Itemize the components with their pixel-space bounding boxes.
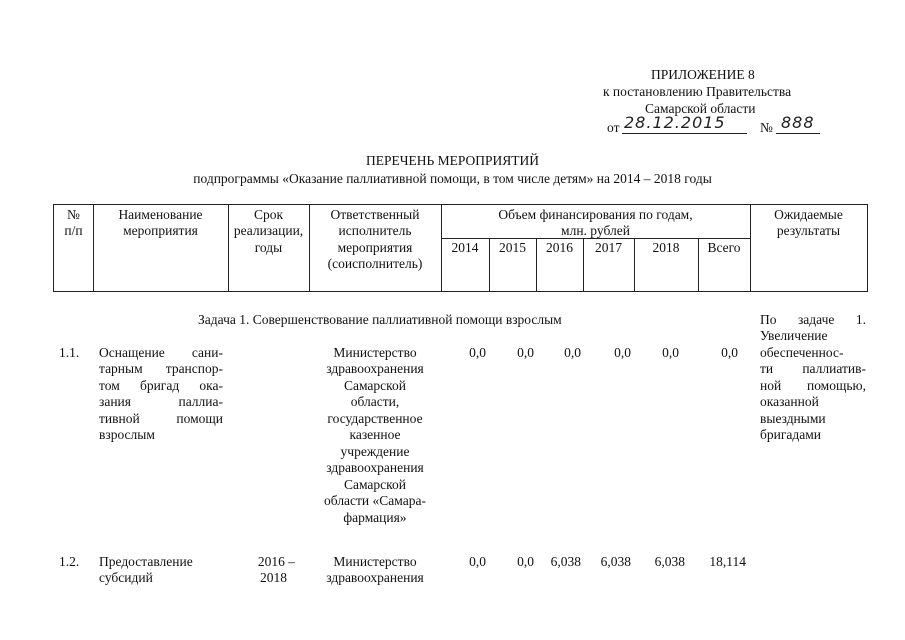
row-number: 1.1. [59, 345, 80, 360]
number-underline [776, 133, 820, 134]
document-subtitle: подпрограммы «Оказание паллиативной помощи, в том числе детям» на 2014 – 2018 годы [193, 171, 712, 186]
header-num-2: п/п [64, 223, 83, 238]
row-value-2015: 0,0 [517, 554, 534, 569]
result-line: Увеличение [760, 328, 828, 343]
row-executor-line: Самарской [343, 477, 407, 492]
row-value-2017: 0,0 [614, 345, 631, 360]
grid-top [53, 204, 868, 205]
row-term-line: 2016 – [257, 554, 295, 569]
header-term-2: реализации, [233, 223, 304, 238]
result-line: обеспеченнос- [760, 345, 844, 360]
header-total: Всего [707, 240, 741, 255]
header-term-3: годы [254, 240, 283, 255]
header-financing-2: млн. рублей [561, 223, 630, 238]
row-executor-line: учреждение [340, 444, 410, 459]
row-executor-line: Самарской [343, 378, 407, 393]
row-name-line: зания паллиа- [99, 394, 223, 409]
date-underline [622, 133, 747, 134]
result-line: ти паллиатив- [760, 361, 866, 376]
row-value-2015: 0,0 [517, 345, 534, 360]
row-name-line: Предоставление [99, 554, 193, 569]
row-executor-line: здравоохранения [326, 570, 424, 585]
header-year-2018: 2018 [652, 240, 680, 255]
row-value-2017: 6,038 [600, 554, 631, 569]
row-term-line: 2018 [260, 570, 287, 585]
row-value-2018: 0,0 [662, 345, 679, 360]
row-value-total: 18,114 [709, 554, 746, 569]
grid-bottom [53, 291, 868, 292]
header-year-2014: 2014 [451, 240, 479, 255]
row-name-line: взрослым [99, 427, 155, 442]
row-executor-line: здравоохранения [326, 460, 424, 475]
header-results-1: Ожидаемые [774, 207, 843, 222]
header-results-2: результаты [776, 223, 841, 238]
row-executor-line: государственное [327, 411, 423, 426]
header-num-1: № [67, 207, 80, 222]
row-value-2016: 6,038 [550, 554, 581, 569]
row-value-total: 0,0 [721, 345, 738, 360]
grid-v-6 [867, 204, 868, 292]
header-name-1: Наименование [118, 207, 203, 222]
result-line: бригадами [760, 427, 822, 442]
row-executor-line: казенное [349, 427, 401, 442]
header-term-1: Срок [253, 207, 284, 222]
row-executor-line: здравоохранения [326, 361, 424, 376]
header-executor-1: Ответственный [330, 207, 420, 222]
appendix-line-2: Самарской области [645, 101, 756, 116]
row-value-2014: 0,0 [469, 554, 486, 569]
row-value-2016: 0,0 [564, 345, 581, 360]
row-executor-line: Министерство [333, 554, 417, 569]
row-name-line: Оснащение сани- [99, 345, 223, 360]
header-executor-3: мероприятия [337, 240, 413, 255]
appendix-line-1: к постановлению Правительства [603, 84, 792, 99]
handwritten-date: 28.12.2015 [624, 113, 726, 132]
row-value-2014: 0,0 [469, 345, 486, 360]
row-name-line: том бригад ока- [99, 378, 223, 393]
result-line: По задаче 1. [760, 312, 866, 327]
row-executor-line: Министерство [333, 345, 417, 360]
appendix-title: ПРИЛОЖЕНИЕ 8 [651, 67, 755, 82]
row-name-line: тивной помощи [99, 411, 223, 426]
row-executor-line: фармация» [343, 510, 407, 525]
header-financing-1: Объем финансирования по годам, [498, 207, 693, 222]
row-name-line: тарным транспор- [99, 361, 223, 376]
row-executor-line: области, [350, 394, 400, 409]
result-line: ной помощью, [760, 378, 866, 393]
header-year-2017: 2017 [595, 240, 622, 255]
header-year-2016: 2016 [546, 240, 573, 255]
header-executor-2: исполнитель [338, 223, 412, 238]
row-value-2018: 6,038 [654, 554, 685, 569]
row-number: 1.2. [59, 554, 80, 569]
result-line: выездными [760, 411, 826, 426]
document-title: ПЕРЕЧЕНЬ МЕРОПРИЯТИЙ [365, 153, 540, 168]
header-year-2015: 2015 [499, 240, 526, 255]
date-prefix: от [607, 120, 620, 135]
task-1-label: Задача 1. Совершенствование паллиативной помощи взрослым [198, 312, 562, 327]
number-prefix: № [760, 120, 773, 135]
header-name-2: мероприятия [123, 223, 198, 238]
result-line: оказанной [760, 394, 819, 409]
row-name-line: субсидий [99, 570, 153, 585]
row-executor-line: области «Самара- [324, 493, 426, 508]
handwritten-number: 888 [781, 113, 815, 132]
header-executor-4: (соисполнитель) [327, 256, 423, 271]
